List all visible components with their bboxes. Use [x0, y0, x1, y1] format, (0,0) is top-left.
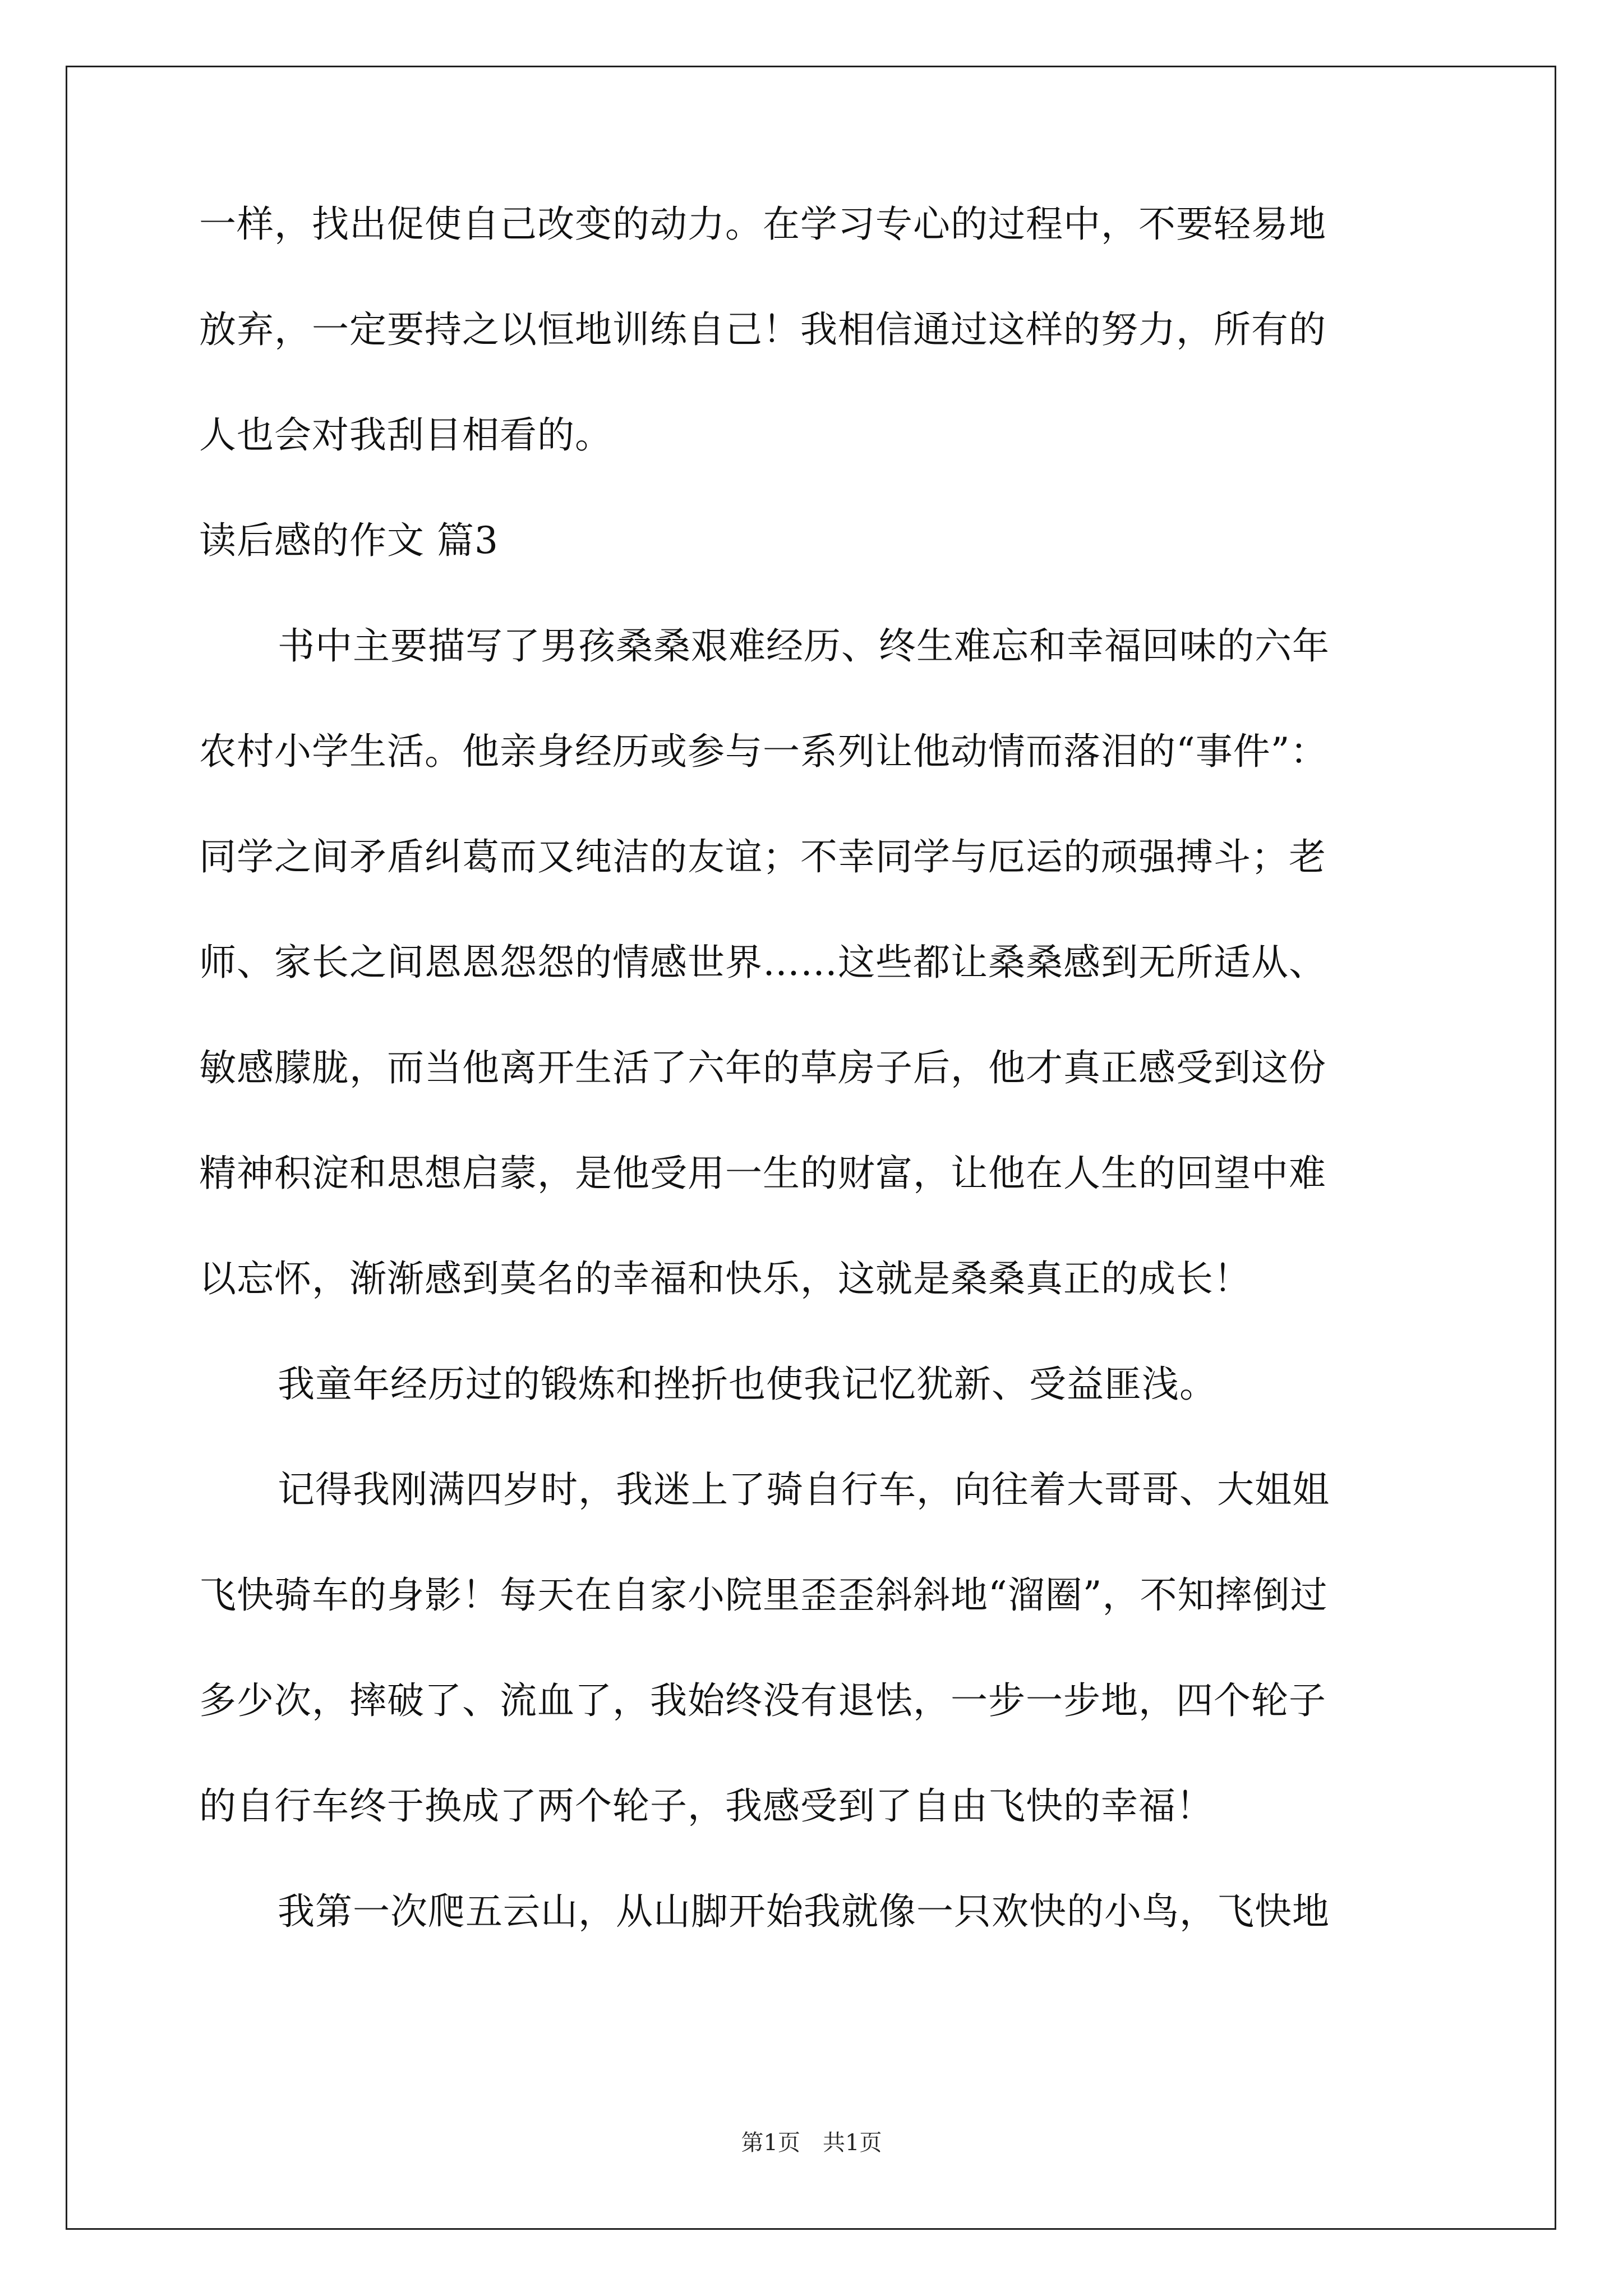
body-line: 农村小学生活。他亲身经历或参与一系列让他动情而落泪的“事件”：	[199, 730, 1328, 773]
page-total: 共1页	[823, 2130, 882, 2156]
body-line: 同学之间矛盾纠葛而又纯洁的友谊；不幸同学与厄运的顽强搏斗；老	[199, 835, 1326, 878]
paragraph-start-line: 我童年经历过的锻炼和挫折也使我记忆犹新、受益匪浅。	[278, 1363, 1217, 1406]
body-line: 多少次，摔破了、流血了，我始终没有退怯，一步一步地，四个轮子	[199, 1679, 1326, 1722]
paragraph-start-line: 我第一次爬五云山，从山脚开始我就像一只欢快的小鸟，飞快地	[278, 1890, 1330, 1933]
section-heading: 读后感的作文 篇3	[199, 519, 499, 562]
body-line: 飞快骑车的身影！每天在自家小院里歪歪斜斜地“溜圈”，不知摔倒过	[199, 1573, 1328, 1617]
page-footer	[0, 2129, 1623, 2156]
body-line: 以忘怀，渐渐感到莫名的幸福和快乐，这就是桑桑真正的成长！	[199, 1257, 1251, 1300]
body-line: 放弃，一定要持之以恒地训练自己！我相信通过这样的努力，所有的	[199, 308, 1326, 351]
body-line: 一样，找出促使自己改变的动力。在学习专心的过程中，不要轻易地	[199, 203, 1326, 246]
body-line: 的自行车终于换成了两个轮子，我感受到了自由飞快的幸福！	[199, 1784, 1214, 1828]
body-line: 人也会对我刮目相看的。	[199, 413, 612, 457]
page-number: 第1页	[741, 2130, 800, 2156]
body-line: 精神积淀和思想启蒙，是他受用一生的财富，让他在人生的回望中难	[199, 1152, 1326, 1195]
document-body	[199, 202, 1433, 1995]
paragraph-start-line: 书中主要描写了男孩桑桑艰难经历、终生难忘和幸福回味的六年	[278, 624, 1330, 668]
body-line: 敏感朦胧，而当他离开生活了六年的草房子后，他才真正感受到这份	[199, 1046, 1326, 1089]
paragraph-start-line: 记得我刚满四岁时，我迷上了骑自行车，向往着大哥哥、大姐姐	[278, 1468, 1330, 1511]
body-line: 师、家长之间恩恩怨怨的情感世界……这些都让桑桑感到无所适从、	[199, 941, 1326, 984]
